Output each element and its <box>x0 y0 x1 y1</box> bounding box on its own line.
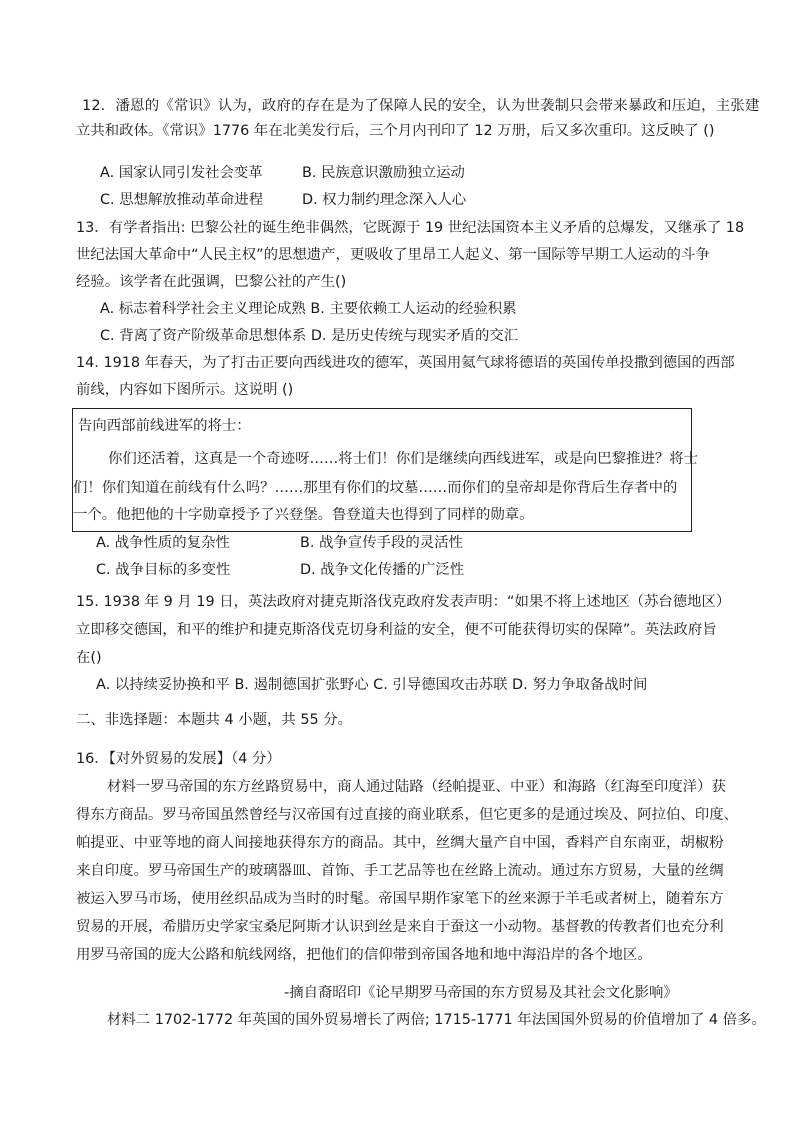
q13-stem-line1: 13．有学者指出: 巴黎公社的诞生绝非偶然，它既源于 19 世纪法国资本主义矛盾的总爆发，又继承了 18 <box>76 220 745 236</box>
q16-title: 16．【对外贸易的发展】（4 分） <box>76 751 281 767</box>
q12-stem-line2: 立共和政体。《常识》1776 年在北美发行后，三个月内刊印了 12 万册，后又多次重印。这反映了 () <box>76 123 715 139</box>
q15-options: A. 以持续妥协换和平 B. 遏制德国扩张野心 C. 引导德国攻击苏联 D. 努力争取备战时间 <box>96 677 648 693</box>
q14-option-a: A. 战争性质的复杂性 <box>96 535 230 551</box>
material-one-line6: 贸易的开展，希腊历史学家宝桑尼阿斯才认识到丝是来自于蚕这一小动物。基督教的传教者们也充分利 <box>76 919 724 935</box>
material-one-line5: 被运入罗马市场，使用丝织品成为当时的时髦。帝国早期作家笔下的丝来源于羊毛或者树上，随着东方 <box>76 891 724 907</box>
q14-option-c: C. 战争目标的多变性 <box>96 562 231 578</box>
material-one-source: -摘自裔昭印《论早期罗马帝国的东方贸易及其社会文化影响》 <box>284 985 678 1001</box>
material-one-line4: 来自印度。罗马帝国生产的玻璃器皿、首饰、手工艺品等也在丝路上流动。通过东方贸易，大量的丝绸 <box>76 863 724 879</box>
q12-stem-line1: 12．潘恩的《常识》认为，政府的存在是为了保障人民的安全，认为世袭制只会带来暴政和压迫，主张建 <box>82 98 760 114</box>
q14-stem-line1: 14. 1918 年春天，为了打击正要向西线进攻的德军，英国用氦气球将德语的英国传单投撒到德国的西部 <box>76 355 735 371</box>
material-one-line3: 帕提亚、中亚等地的商人间接地获得东方的商品。其中，丝绸大量产自中国，香料产自东南亚，胡椒粉 <box>76 835 724 851</box>
leaflet-line1: 你们还活着，这真是一个奇迹呀……将士们！你们是继续向西线进军，或是向巴黎推进？将士 <box>108 451 699 467</box>
q12-option-b: B. 民族意识激励独立运动 <box>302 165 465 181</box>
q12-option-c: C. 思想解放推动革命进程 <box>100 192 264 208</box>
material-one-line1: 材料一罗马帝国的东方丝路贸易中，商人通过陆路（经帕提亚、中亚）和海路（红海至印度洋）获 <box>107 779 726 795</box>
material-one-line7: 用罗马帝国的庞大公路和航线网络，把他们的信仰带到帝国各地和地中海沿岸的各个地区。 <box>76 947 652 963</box>
material-one-line2: 得东方商品。罗马帝国虽然曾经与汉帝国有过直接的商业联系，但它更多的是通过埃及、阿拉伯、印度、 <box>76 807 738 823</box>
q13-options-cd: C. 背离了资产阶级革命思想体系 D. 是历史传统与现实矛盾的交汇 <box>100 328 519 344</box>
q12-option-a: A. 国家认同引发社会变革 <box>100 165 263 181</box>
q12-option-d: D. 权力制约理念深入人心 <box>302 192 467 208</box>
q15-stem-line1: 15. 1938 年 9 月 19 日，英法政府对捷克斯洛伐克政府发表声明：“如果不将上述地区（苏台德地区） <box>76 594 731 610</box>
q15-stem-line3: 在() <box>76 650 102 666</box>
material-two: 材料二 1702-1772 年英国的国外贸易增长了两倍; 1715-1771 年法国国外贸易的价值增加了 4 倍多。 <box>107 1012 766 1028</box>
q14-option-d: D. 战争文化传播的广泛性 <box>300 562 465 578</box>
section-heading: 二、非选择题：本题共 4 小题，共 55 分。 <box>76 712 353 728</box>
q14-stem-line2: 前线，内容如下图所示。这说明 () <box>76 382 294 398</box>
q13-stem-line3: 经验。该学者在此强调，巴黎公社的产生() <box>76 274 347 290</box>
leaflet-line3: 一个。他把他的十字勋章授予了兴登堡。鲁登道夫也得到了同样的勋章。 <box>73 507 534 523</box>
leaflet-line2: 们！你们知道在前线有什么吗？……那里有你们的坟墓……而你们的皇帝却是你背后生存者中的 <box>73 480 678 496</box>
q15-stem-line2: 立即移交德国，和平的维护和捷克斯洛伐克切身利益的安全，便不可能获得切实的保障”。英法政府旨 <box>76 622 717 638</box>
leaflet-heading: 告向西部前线进军的将士： <box>78 418 251 434</box>
q13-stem-line2: 世纪法国大革命中“人民主权”的思想遗产，更吸收了里昂工人起义、第一国际等早期工人运动的斗争 <box>76 247 710 263</box>
q14-option-b: B. 战争宣传手段的灵活性 <box>300 535 463 551</box>
q13-options-ab: A. 标志着科学社会主义理论成熟 B. 主要依赖工人运动的经验积累 <box>100 301 517 317</box>
